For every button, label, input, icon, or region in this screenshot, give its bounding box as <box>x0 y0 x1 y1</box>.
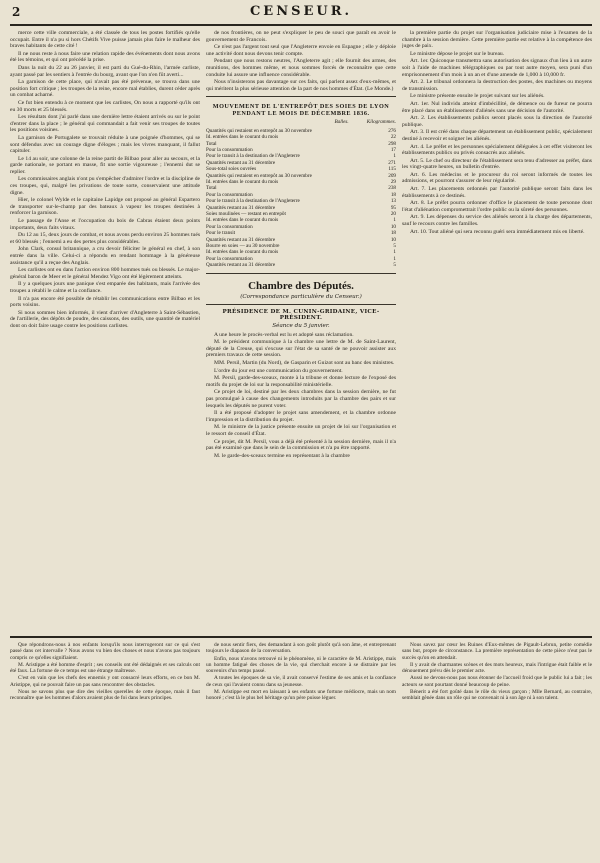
stats-label: Pour la consommation <box>206 255 253 262</box>
paragraph: Art. 1er. Nul individu atteint d'imbécillité, de démence ou de fureur ne pourra être placé dans un établissement d'aliénés sans une décision de l'autorité. <box>402 100 592 114</box>
stats-label: Pour le transit <box>206 230 236 237</box>
paragraph: M. Persil, garde-des-sceaux, monte à la tribune et donne lecture de l'exposé des motifs du projet de loi sur la responsabilité ministérielle. <box>206 375 396 388</box>
paragraph: M. Aristippe a été homme d'esprit ; ses conseils ont été dédaignés et ses calculs ont été faux. La fortune de ce temps est une étrange maîtresse. <box>10 661 200 675</box>
stats-label: Sous-total soies ouvrées <box>206 166 257 173</box>
paragraph: Il a été proposé d'adopter le projet sans amendement, et la chambre ordonne l'impression et la distribution du projet. <box>206 410 396 423</box>
paragraph: Enfin, nous n'avons retrouvé ni le phénomène, ni le caractère de M. Aristippe, mais un homme fatigué des choses de la vie, qui cherchait encore à se distraire par les souvenirs d'un temps passé. <box>206 655 396 675</box>
paragraph: Le ministre dépose le projet sur le bureau. <box>410 50 505 57</box>
stats-value: 276 <box>388 127 396 134</box>
chamber-presidence: PRÉSIDENCE DE M. CUNIN-GRIDAINE, VICE-PRÉSIDENT. <box>222 308 380 321</box>
chamber-subtitle: (Correspondance particulière du Censeur.) <box>240 293 362 300</box>
paragraph: Dans la nuit du 22 au 26 janvier, il est parti du Gué-du-Rhin, l'armée carliste, ayant passé par les sentiers à l'entrée du bourg, avant que l'on n'en fût averti... <box>10 64 200 78</box>
paragraph: Il ne nous reste à nous faire une relation rapide des événements dont nous avons été les témoins, et qui ont précédé la prise. <box>10 50 200 64</box>
bottom-column-3 <box>402 642 592 854</box>
stats-label: Total <box>206 140 217 147</box>
stats-value: 18 <box>390 191 396 198</box>
paragraph: Art. 2. Les établissements publics seront placés sous la direction de l'autorité publique. <box>402 115 592 128</box>
stats-value: 13 <box>390 198 396 205</box>
paragraph: MM. Persil, Martin (du Nord), de Gasparin et Guizot sont au banc des ministres. <box>214 360 395 367</box>
paragraph: Art. 8. Le préfet pourra ordonner d'office le placement de toute personne dont l'état d'aliénation compromettrait l'ordre public ou la sûreté des personnes. <box>402 200 592 213</box>
paragraph: de nous sentir fiers, des demandant à son goût plutôt qu'à son âme, et entreprenant toujours le diapason de la conversation. <box>206 642 396 655</box>
paragraph: Art. 7. Les placements ordonnés par l'autorité publique seront faits dans les établissements à ce destinés. <box>402 186 592 199</box>
paragraph: Ce projet, dit M. Persil, vous a déjà été présenté à la session dernière, mais il n'a pas été examiné que dans le sein de la commission et n'a pu être rapporté. <box>206 438 396 452</box>
stats-value: 1 <box>393 255 396 262</box>
paragraph: Le ministre présente ensuite le projet suivant sur les aliénés. <box>410 93 545 100</box>
stats-unit-1: Balles. <box>334 119 349 126</box>
paragraph: Nous n'insisterons pas davantage sur ces faits, qui parlent assez d'eux-mêmes, et qui méritent la plus sérieuse attention de la part de nos hommes d'État. (Le Monde.) <box>206 79 396 92</box>
column-1 <box>10 30 200 630</box>
paragraph: La garnison de Portugalete se trouvait réduite à une poignée d'hommes, qui se sont défendus avec un courage digne d'éloges ; mais les vivres manquant, il fallut capituler. <box>10 134 200 155</box>
chamber-seance: Séance du 5 janvier. <box>272 322 330 329</box>
paragraph: Il y a quelques jours une panique s'est emparée des habitants, mais l'arrivée des troupes a rétabli le calme et la confiance. <box>10 281 200 294</box>
paragraph: Il n'a pas encore été possible de rétablir les communications entre Bilbao et les ports voisins. <box>10 295 200 309</box>
stats-label: Quantités restant au 31 décembre <box>206 236 276 243</box>
stats-value: 1 <box>393 249 396 256</box>
stats-value: 95 <box>390 204 396 211</box>
paragraph: Bénerit a été fort goûté dans le rôle du vieux garçon ; Mlle Bernard, au contraire, semblait gênée dans un rôle qui ne convenait ni à son âge ni à son talent. <box>402 689 592 702</box>
paragraph: C'est en vain que les chefs des ennemis y ont consacré leurs efforts, en ce bon M. Aristippe, qui ne pouvait faire un pas sans rencontrer des obstacles. <box>10 675 200 688</box>
divider <box>206 273 396 274</box>
silk-stats-table <box>206 119 396 268</box>
paragraph: Il y avait de charmantes scènes et des mots heureux, mais l'intrigue était faible et le dénouement prévu dès le premier acte. <box>402 661 592 675</box>
paragraph: Si nous sommes bien informés, il vient d'arriver d'Angleterre à Saint-Sébastien, de l'artillerie, des dépôts de poudre, des caissons, des outils, une quantité de matériel dont on doit faire usage contre les positions carlistes. <box>10 309 200 329</box>
paragraph: Art. 9. Les dépenses du service des aliénés seront à la charge des départements, sauf le recours contre les familles. <box>402 214 592 228</box>
paragraph: la première partie du projet sur l'organisation judiciaire mise à l'examen de la chambre à la session dernière. Cette première partie est relative à la compétence des juges de paix. <box>402 30 592 50</box>
paragraph: Hier, le colonel Wylde et le capitaine Lapidge ont proposé au général Espartero de transporter sur-le-champ par des bateaux à vapeur les troupes destinées à renforcer la garnison. <box>10 197 200 217</box>
stats-label: Id. entrées dans le courant du mois <box>206 217 279 224</box>
column-2-content <box>206 30 396 630</box>
bottom-column-2-text <box>206 642 396 854</box>
paragraph: A une heure le procès-verbal est lu et adopté sans réclamation. <box>214 331 354 338</box>
paragraph: Art. 5. Le chef ou directeur de l'établissement sera tenu d'adresser au préfet, dans les vingt-quatre heures, un bulletin d'entrée. <box>402 157 592 171</box>
paragraph: Ce n'est pas l'argent tout seul que l'Angleterre envoie en Espagne ; elle y déploie une activité dont nous devons tenir compte. <box>206 44 396 57</box>
stats-label: Id. entrées dans le courant du mois <box>206 134 279 141</box>
column-3-text <box>402 30 592 630</box>
stats-label: Quantités restant au 31 décembre <box>206 159 276 166</box>
bottom-column-3-text <box>402 642 592 854</box>
stats-value: 209 <box>388 172 396 179</box>
page-number: 2 <box>12 5 21 19</box>
stats-value: 271 <box>388 159 396 166</box>
stats-label: Id. entrées dans le courant du mois <box>206 179 279 185</box>
stats-value: 5 <box>393 262 396 269</box>
paragraph: Nous ne savons plus que dire des vieilles querelles de cette époque, mais il faut reconnaître que les hommes d'alors avaient plus de foi dans leurs principes. <box>10 689 200 702</box>
paragraph: John Clark, consul britannique, a cru devoir féliciter le général en chef, à son entrée dans la ville. Celui-ci a répondu en rendant hommage à la généreuse assistance qu'il a reçue des Anglais. <box>10 246 200 266</box>
bottom-column-1 <box>10 642 200 854</box>
paragraph: M. le garde-des-sceaux termine en représentant à la chambre <box>214 452 350 459</box>
stats-label: Pour le transit à la destination de l'Angleterre <box>206 153 300 160</box>
stats-value: 1 <box>393 217 396 224</box>
paragraph: merce cette ville commerciale, a été classée de tous les postes fortifiés qu'elle occupait. Entre il n'a pu si hors Chétifs Vive puisse jamais plus faire le malheur des braves habitants de cette cité ! <box>10 30 200 50</box>
paragraph: L'ordre du jour est une communication du gouvernement. <box>214 367 343 374</box>
stats-label: Soies moulinées — restant en entrepôt <box>206 211 286 218</box>
stats-value: 22 <box>390 134 396 141</box>
stats-value: 238 <box>388 185 396 192</box>
bottom-column-1-text <box>10 642 200 854</box>
feuilleton-section <box>10 636 592 854</box>
column-1-text <box>10 30 200 630</box>
paragraph: Art. 10. Tout aliéné qui sera reconnu guéri sera immédiatement mis en liberté. <box>410 228 585 235</box>
newspaper-title: CENSEUR. <box>249 4 353 19</box>
paragraph: Les résultats dont j'ai parlé dans une dernière lettre étaient arrivés ou sur le point d'entrer dans la place ; le général qui commandait a fait venir ses troupes de toutes les positions voisines. <box>10 114 200 134</box>
paragraph: A toutes les époques de sa vie, il avait conservé l'estime de ses amis et la confiance de ceux qui l'avaient connu dans sa jeunesse. <box>206 675 396 688</box>
stats-value: 1 <box>393 153 396 160</box>
masthead <box>10 4 592 26</box>
paragraph: M. Aristippe est mort en laissant à ses enfants une fortune médiocre, mais un nom honoré ; c'est là le plus bel héritage qu'un père puisse léguer. <box>206 689 396 702</box>
stats-value: 20 <box>390 211 396 218</box>
paragraph: M. le président communique à la chambre une lettre de M. de Saint-Laurent, député de la Creuse, qui s'excuse sur l'état de sa santé de ne pouvoir assister aux premiers travaux de cette session. <box>206 339 396 359</box>
stats-label: Quantités qui restaient en entrepôt au 30 novembre <box>206 127 312 134</box>
paragraph: Nous savez par cœur les Ruines d'Eux-mêmes de Pigault-Lebrun, petite comédie sans but, propre de circonstance. La première représentation de cette pièce n'eut pas le succès qu'on en attendait. <box>402 642 592 661</box>
divider <box>206 96 396 97</box>
paragraph: Ce fut bien entendu à ce moment que les carlistes, On nous a rapporté qu'ils ont eu 30 morts et 25 blessés. <box>10 99 200 113</box>
chamber-title: Chambre des Députés. <box>248 279 354 292</box>
paragraph: Art. 4. Le préfet et les personnes spécialement déléguées à cet effet visiteront les établissements publics ou privés consacrés aux aliénés. <box>402 143 592 157</box>
paragraph: Art. 3. Il est créé dans chaque département un établissement public, spécialement destiné à recevoir et soigner les aliénés. <box>402 129 592 142</box>
paragraph: Pendant que nous restons neutres, l'Angleterre agit ; elle fournit des armes, des munitions, des hommes même, et nous sommes forcés de reconnaître que cette conduite lui assure une influence considérable. <box>206 58 396 78</box>
paragraph: Art. 6. Les médecins et le procureur du roi seront informés de toutes les admissions, et pourront s'assurer de leur régularité. <box>402 171 592 185</box>
stats-label: Quantités qui restaient en entrepôt au 30 novembre <box>206 172 312 179</box>
paragraph: Le passage de l'Anse et l'occupation du bois de Cabras étaient deux points importants, deux faits vitaux. <box>10 218 200 231</box>
column-2-intro <box>206 30 396 92</box>
stats-heading: MOUVEMENT DE L'ENTREPÔT DES SOIES DE LYON PENDANT LE MOIS DE DÉCEMBRE 1836. <box>212 103 390 118</box>
paragraph: Les commissaires anglais n'ont pu s'empêcher d'admirer l'ordre et la discipline de ces troupes, qui, malgré les privations de toute sorte, conservaient une attitude digne. <box>10 176 200 196</box>
stats-value: 298 <box>388 140 396 147</box>
paragraph: Les carlistes ont eu dans l'action environ 800 hommes tués ou blessés. Le major-général baron de Meer et le général Mendez Vigo ont été légèrement atteints. <box>10 267 200 280</box>
stats-value: 29 <box>390 179 396 185</box>
stats-label: Bourre en soies — au 30 novembre <box>206 243 280 250</box>
stats-label: Pour le transit à la destination de l'Angleterre <box>206 198 300 205</box>
main-columns <box>10 30 592 630</box>
column-2 <box>206 30 396 630</box>
stats-header <box>206 119 396 125</box>
paragraph: Ce projet de loi, destiné par les deux chambres dans la session dernière, ne fut pas promulgué à cause des changements introduits par la chambre des pairs et sur lesquels les députés ne purent voter. <box>206 389 396 409</box>
paragraph: Aussi ne devons-nous pas nous étonner de l'accueil froid que le public lui a fait ; les acteurs se sont pourtant donné beaucoup de peine. <box>402 675 592 688</box>
bottom-column-2 <box>206 642 396 854</box>
paragraph: Du 12 au 15, deux jours de combat, et nous avons perdu environ 25 hommes tués et 60 blessés ; l'ennemi a eu des pertes plus considérables. <box>10 232 200 245</box>
paragraph: Que répondrons-nous à nos enfants lorsqu'ils nous interrogeront sur ce qui s'est passé dans cet intervalle ? Nous avons vu bien des choses et nous n'avons pas toujours compris ce qu'elles signifiaient. <box>10 642 200 661</box>
stats-value: 17 <box>390 146 396 153</box>
stats-row <box>206 262 396 268</box>
stats-label: Pour la consommation <box>206 223 253 230</box>
stats-label: Total <box>206 185 217 192</box>
chamber-text <box>206 332 396 460</box>
stats-value: 18 <box>390 230 396 237</box>
stats-unit-2: Kilogrammes. <box>366 119 396 126</box>
paragraph: de nos frontières, on ne peut s'expliquer le peu de souci que paraît en avoir le gouvernement de Francois. <box>206 30 396 43</box>
stats-label: Pour la consommation <box>206 191 253 198</box>
paragraph: Le 14 au soir, une colonne de la reine partit de Bilbao pour aller au secours, et la garde nationale, se portant en masse, fit une sortie vigoureuse ; l'ennemi dut se replier. <box>10 155 200 175</box>
stats-label: Quantités restant au 31 décembre <box>206 204 276 211</box>
paragraph: M. le ministre de la justice présente ensuite un projet de loi sur l'organisation et le ressort de conseil d'État. <box>206 424 396 437</box>
stats-label: Quantités restant au 31 décembre <box>206 262 276 269</box>
stats-label: Id. entrées dans le courant du mois <box>206 249 279 256</box>
stats-rows <box>206 128 396 269</box>
paragraph: La garnison de cette place, qui n'avait pas été prévenue, se trouva dans une position fort critique ; les troupes de la reine, encore mal établies, durent céder après un combat acharné. <box>10 79 200 99</box>
stats-label: Pour la consommation <box>206 146 253 153</box>
stats-value: 10 <box>390 236 396 243</box>
stats-value: 5 <box>393 243 396 250</box>
paragraph: Art. 2. Le tribunal ordonnera la destruction des postes, des machines ou moyens de transmission. <box>402 79 592 92</box>
column-3 <box>402 30 592 630</box>
stats-value: 10 <box>390 223 396 230</box>
divider <box>206 304 396 305</box>
stats-value: 115 <box>388 166 396 173</box>
paragraph: Art. 1er. Quiconque transmettra sans autorisation des signaux d'un lieu à un autre soit à l'aide de machines télégraphiques ou par tout autre moyen, sera puni d'un emprisonnement d'un mois à un an et d'une amende de 1,000 à 10,000 fr. <box>402 58 592 78</box>
